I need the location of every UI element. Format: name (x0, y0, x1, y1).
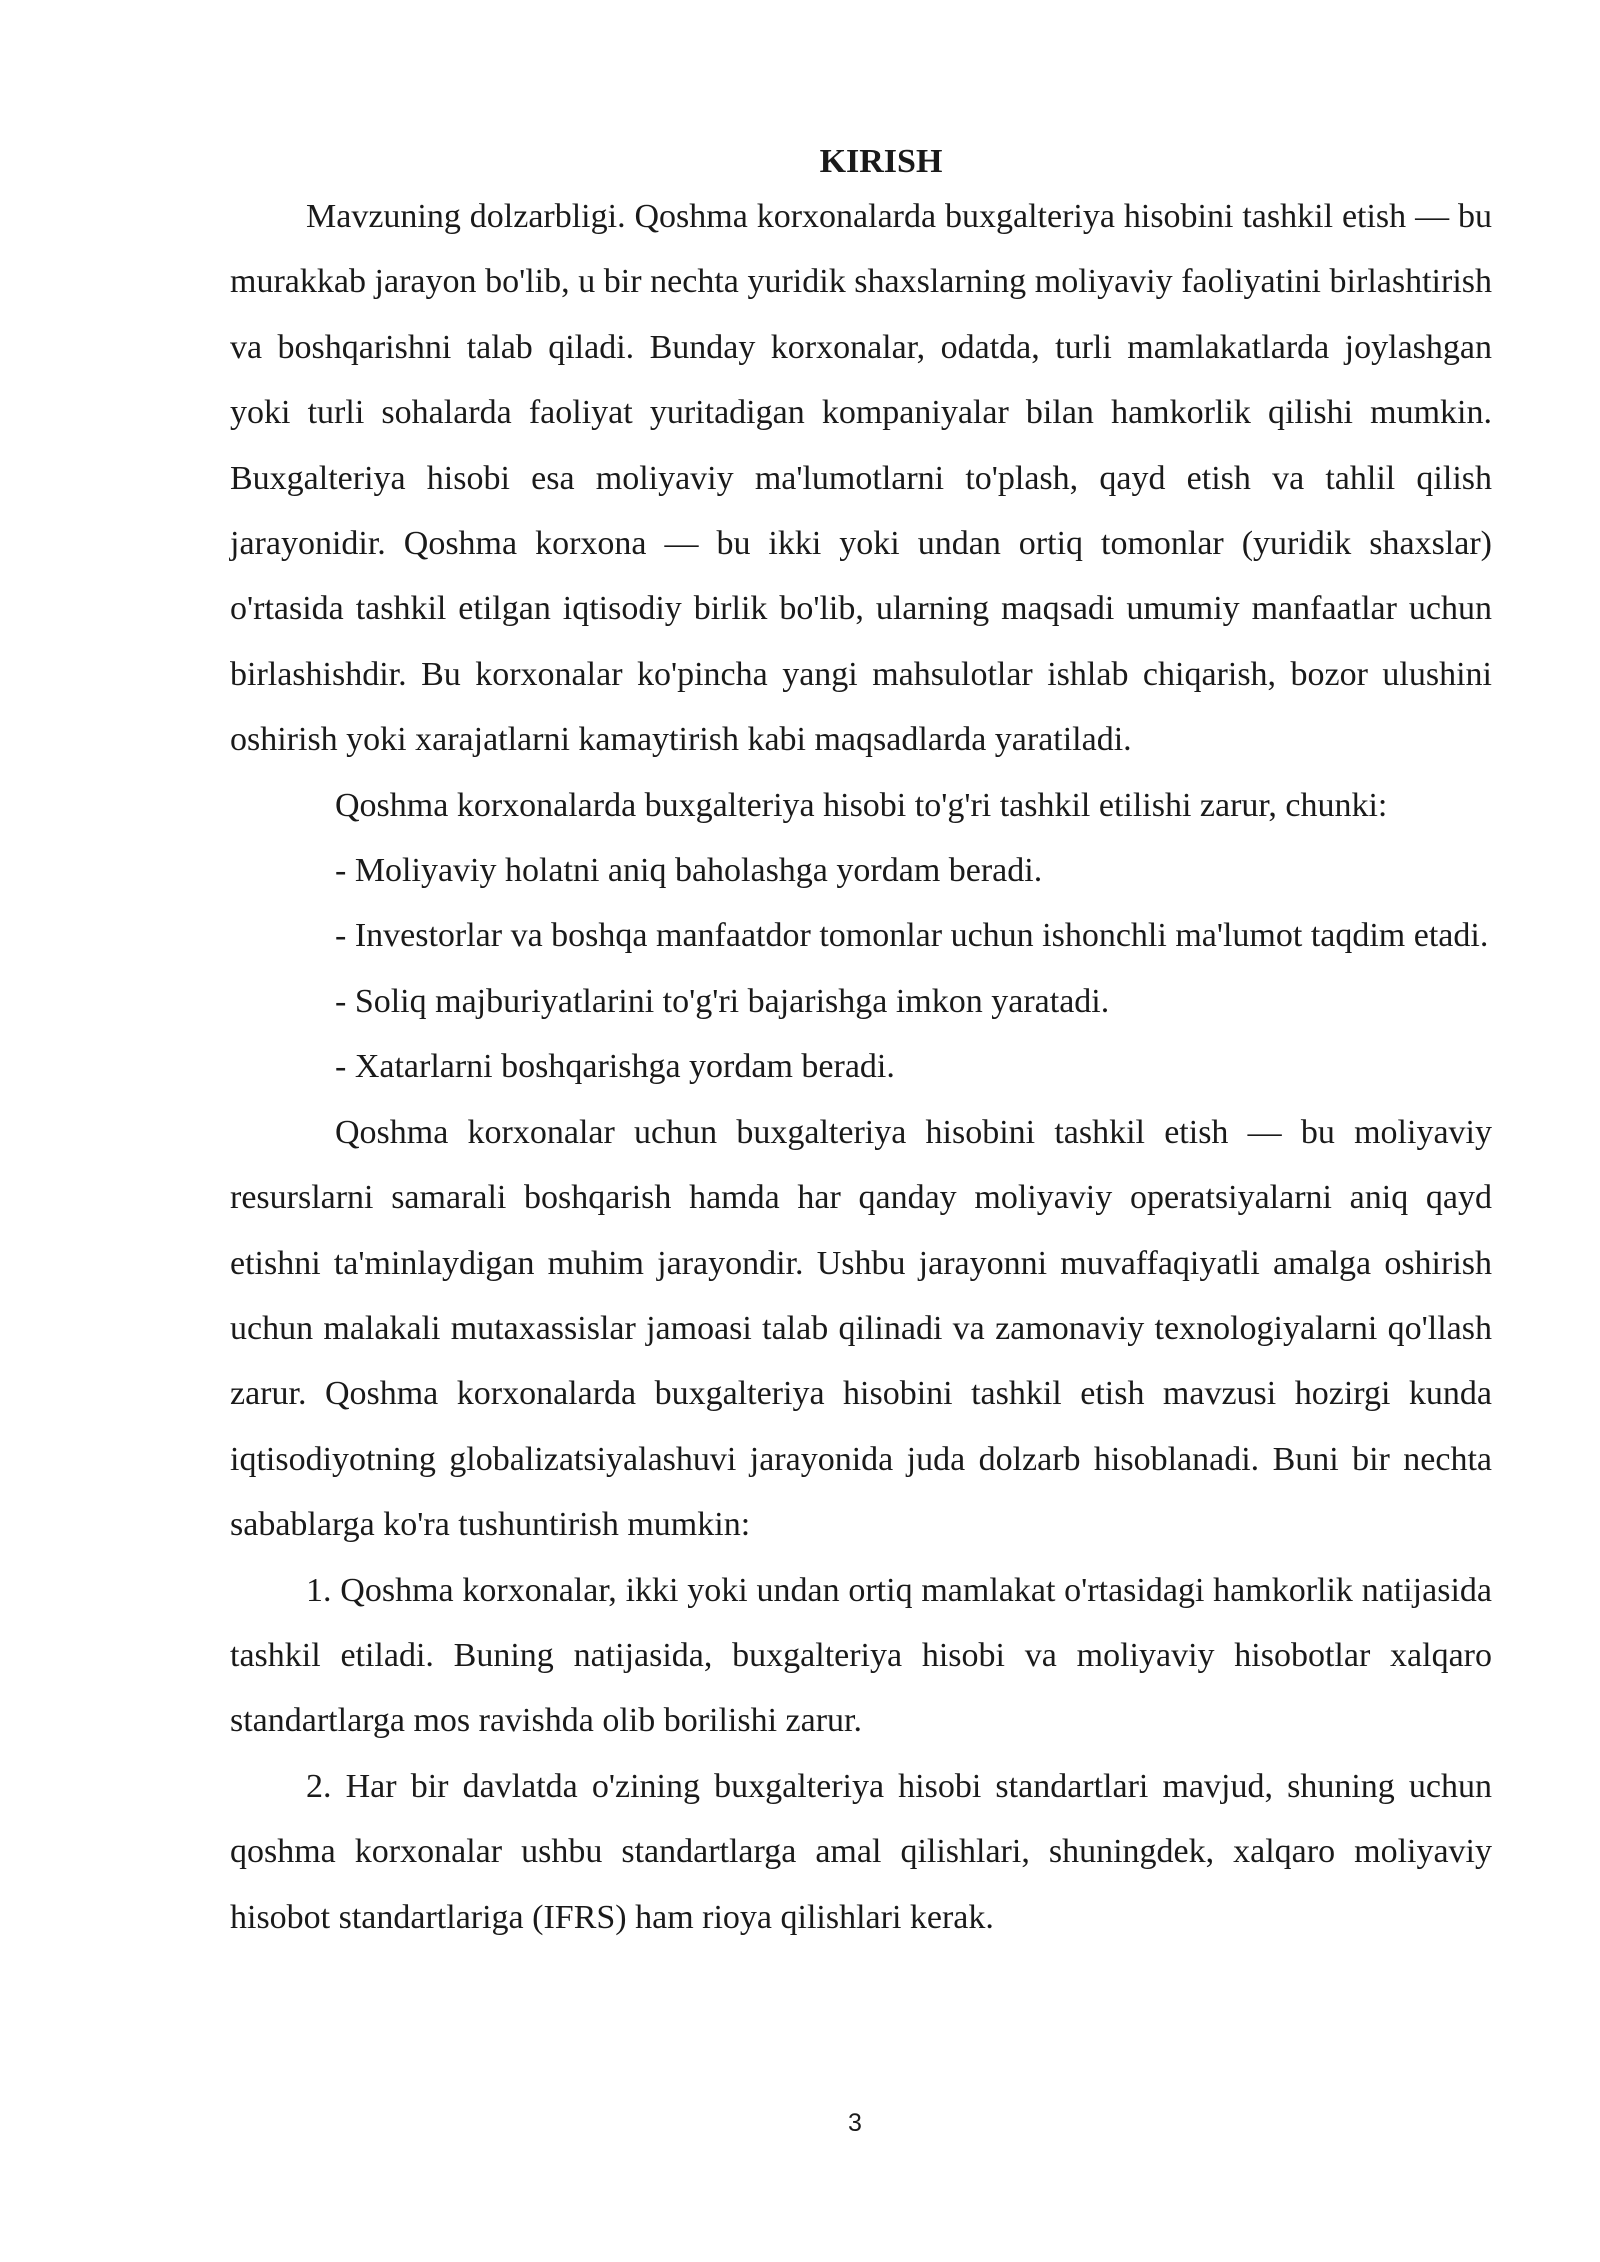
page-title: KIRISH (819, 143, 943, 180)
paragraph-reasons-lead: Qoshma korxonalarda buxgalteriya hisobi to'g'ri tashkil etilishi zarur, chunki: (335, 786, 1388, 824)
list-item-bullet: - Xatarlarni boshqarishga yordam beradi. (335, 1048, 895, 1086)
page-number: 3 (848, 2109, 862, 2137)
document-page (230, 140, 1492, 1950)
list-item-numbered: 1. Qoshma korxonalar, ikki yoki undan ortiq mamlakat o'rtasidagi hamkorlik natijasida tashkil etiladi. Buning natijasida, buxgalteriya hisobi va moliyaviy hisobotlar xalqaro standartlarga mos ravishda olib borilishi zarur. (230, 1571, 1492, 1740)
list-item-numbered: 2. Har bir davlatda o'zining buxgalteriya hisobi standartlari mavjud, shuning uchun qoshma korxonalar ushbu standartlarga amal qilishlari, shuningdek, xalqaro moliyaviy hisobot standartlariga (IFRS) ham rioya qilishlari kerak. (230, 1767, 1492, 1936)
paragraph-intro: Mavzuning dolzarbligi. Qoshma korxonalarda buxgalteriya hisobini tashkil etish — bu murakkab jarayon bo'lib, u bir nechta yuridik shaxslarning moliyaviy faoliyatini birlashtirish va boshqarishni talab qiladi. Bunday korxonalar, odatda, turli mamlakatlarda joylashgan yoki turli sohalarda faoliyat yuritadigan kompaniyalar bilan hamkorlik qilishi mumkin. Buxgalteriya hisobi esa moliyaviy ma'lumotlarni to'plash, qayd etish va tahlil qilish jarayonidir. Qoshma korxona — bu ikki yoki undan ortiq tomonlar (yuridik shaxslar) o'rtasida tashkil etilgan iqtisodiy birlik bo'lib, ularning maqsadi umumiy manfaatlar uchun birlashishdir. Bu korxonalar ko'pincha yangi mahsulotlar ishlab chiqarish, bozor ulushini oshirish yoki xarajatlarni kamaytirish kabi maqsadlarda yaratiladi. (230, 198, 1492, 759)
list-item-bullet: - Soliq majburiyatlarini to'g'ri bajarishga imkon yaratadi. (335, 982, 1110, 1020)
list-item-bullet: - Investorlar va boshqa manfaatdor tomonlar uchun ishonchli ma'lumot taqdim etadi. (335, 917, 1489, 955)
list-item-bullet: - Moliyaviy holatni aniq baholashga yordam beradi. (335, 852, 1043, 890)
paragraph-organization: Qoshma korxonalar uchun buxgalteriya hisobini tashkil etish — bu moliyaviy resurslarni samarali boshqarish hamda har qanday moliyaviy operatsiyalarni aniq qayd etishni ta'minlaydigan muhim jarayondir. Ushbu jarayonni muvaffaqiyatli amalga oshirish uchun malakali mutaxassislar jamoasi talab qilinadi va zamonaviy texnologiyalarni qo'llash zarur. Qoshma korxonalarda buxgalteriya hisobini tashkil etish mavzusi hozirgi kunda iqtisodiyotning globalizatsiyalashuvi jarayonida juda dolzarb hisoblanadi. Buni bir nechta sabablarga ko'ra tushuntirish mumkin: (230, 1113, 1492, 1544)
